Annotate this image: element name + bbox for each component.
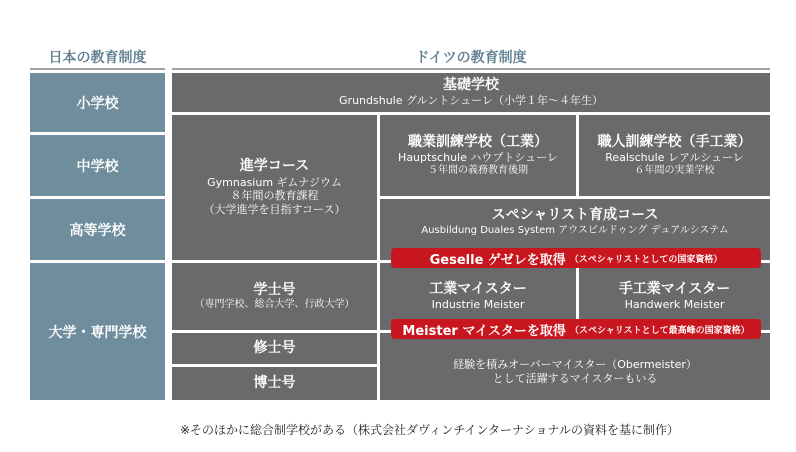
gymnasium-name: Gymnasium ギムナジウム — [207, 175, 342, 189]
realschule-title: 職人訓練学校（手工業） — [597, 133, 752, 150]
japan-header-underline — [30, 68, 165, 70]
handwerk-meister-title: 手工業マイスター — [618, 280, 731, 297]
ausbildung-title: スペシャリスト育成コース — [491, 207, 659, 223]
germany-system-header: ドイツの教育制度 — [415, 50, 527, 66]
industrie-meister-subtitle: Industrie Meister — [431, 298, 525, 312]
japan-elementary-school — [30, 73, 165, 132]
meister-banner — [391, 319, 761, 339]
doctor-block — [172, 367, 377, 400]
realschule-detail: ６年間の実業学校 — [634, 164, 715, 176]
germany-header-underline — [172, 68, 770, 70]
grundschule-title: 基礎学校 — [443, 76, 499, 93]
source-footnote: ※そのほかに総合制学校がある（株式会社ダヴィンチインターナショナルの資料を基に制作） — [180, 423, 679, 437]
geselle-banner-main: Geselle ゲゼレを取得 — [429, 252, 566, 268]
grundschule-subtitle: Grundshule グルントシューレ（小学１年〜４年生） — [339, 94, 603, 108]
ausbildung-subtitle: Ausbildung Duales System アウスビルドゥング デュアルシステム — [421, 224, 729, 236]
gymnasium-title: 進学コース — [239, 158, 310, 175]
japan-elementary-label: 小学校 — [76, 95, 119, 112]
japan-high-school-label: 高等学校 — [69, 222, 126, 239]
industrie-meister-title: 工業マイスター — [429, 280, 527, 297]
bachelor-title: 学士号 — [253, 281, 296, 298]
bachelor-subtitle: （専門学校、総合大学、行政大学） — [194, 299, 355, 310]
meister-banner-sub: （スペシャリストとして最高峰の国家資格） — [569, 325, 750, 336]
hauptschule-block — [380, 115, 576, 196]
master-block — [172, 333, 377, 364]
master-title: 修士号 — [253, 339, 296, 356]
hauptschule-title: 職業訓練学校（工業） — [408, 133, 548, 150]
meister-banner-main: Meister マイスターを取得 — [402, 323, 566, 339]
bachelor-block — [172, 263, 377, 330]
japan-junior-high-label: 中学校 — [76, 158, 119, 175]
japan-university — [30, 263, 165, 400]
japan-junior-high-school — [30, 135, 165, 196]
geselle-banner-sub: （スペシャリストとしての国家資格） — [569, 254, 723, 265]
gymnasium-block — [172, 115, 377, 260]
doctor-title: 博士号 — [253, 374, 296, 391]
gymnasium-duration: ８年間の教育課程 — [230, 189, 319, 203]
realschule-name: Realschule レアルシューレ — [605, 151, 744, 165]
japan-high-school — [30, 199, 165, 260]
hauptschule-name: Hauptschule ハウプトシューレ — [398, 151, 558, 165]
obermeister-line2: として活躍するマイスターもいる — [492, 371, 658, 385]
obermeister-block — [380, 333, 770, 400]
japan-system-header: 日本の教育制度 — [48, 50, 147, 66]
geselle-banner — [391, 248, 761, 268]
handwerk-meister-subtitle: Handwerk Meister — [624, 298, 725, 312]
grundschule-block — [172, 73, 770, 112]
gymnasium-goal: （大学進学を目指すコース） — [203, 203, 346, 217]
japan-university-label: 大学・専門学校 — [48, 324, 147, 341]
obermeister-line1: 経験を積みオーバーマイスター（Obermeister） — [453, 357, 697, 371]
realschule-block — [579, 115, 770, 196]
hauptschule-detail: ５年間の義務教育後期 — [428, 164, 528, 176]
